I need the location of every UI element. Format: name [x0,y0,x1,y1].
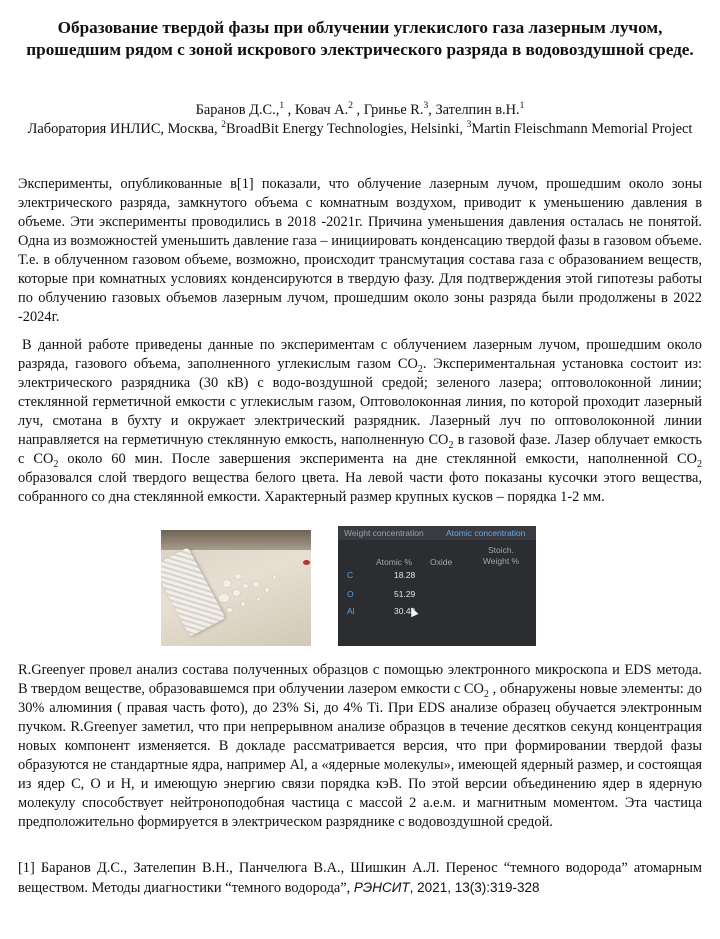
column-atomic-percent: Atomic % [376,557,412,567]
sample-photo [161,530,311,646]
tab-atomic-concentration: Atomic concentration [446,528,526,538]
reference-1-details: , 2021, 13(3):319-328 [409,880,540,895]
affiliation-2-marker: 2 [221,120,226,131]
co2-subscript: 2 [417,363,423,375]
sample-piece [233,590,240,596]
paragraph-intro: Эксперименты, опубликованные в[1] показали, что облучение лазерным лучом, прошедшим около зоны электрического разряда, замкнутого объема с комнатным воздухом, приводит к уменьшению давления в объеме. Эти эксперименты проводились в 2018 -2021г. Причина уменьшения давления осталась не понятой. Одна из возможностей уменьшить давление газа – инициировать конденсацию твердой фазы в газовом объеме. Т.е. в облученном газовом объеме, возможно, происходит трансмутация состава газа с образованием веществ, которые при комнатных условиях конденсируются в твердую фазу. Для подтверждения этой гипотезы работы по облучению газовых объемов лазерным лучом, прошедшим около зоны разряда были продолжены в 2022 -2024г. [18,176,702,325]
paragraph-setup-text-2: . Экспериментальная установка состоит из: электрического разрядника (30 кВ) с водо-воздушной средой; зеленого лазера; оптоволоконной линии; стеклянной герметичной емкости с углекислым газом, Оптоволоконная линия, по которой проходит лазерный луч, смотана в бухту и окружает электрический разрядник. Лазерный луч по оптоволоконной линии направляется на герметичную стеклянную емкость, наполненную CO [18,356,702,448]
paragraph-setup-text-5: образовался слой твердого вещества белого цвета. На левой части фото показаны кусочки этого вещества, собранного со дна стеклянной емкости. Характерный размер крупных кусков – порядка 1-2 мм. [18,470,702,505]
co2-subscript: 2 [697,458,703,470]
author-2-affiliation: 2 [348,101,353,112]
paragraph-analysis [18,661,702,832]
element-label: C [347,570,354,580]
paragraph-analysis-text-1: R.Greenyer провел анализ состава полученных образцов с помощью электронного микроскопа и EDS метода. В твердом веществе, образовавшемся при облучении лазером емкости с CO [18,662,702,697]
reference-1 [18,859,702,898]
author-line [20,101,700,120]
atomic-percent-value: 51.29 [394,589,416,599]
eds-analysis-panel [338,526,536,646]
sample-piece [241,602,245,606]
co2-subscript: 2 [448,439,454,451]
affiliation-3-marker: 3 [466,120,472,131]
co2-subscript: 2 [53,458,59,470]
photo-shadow-edge [161,530,311,550]
reference-1-text: [1] Баранов Д.С., Зателепин В.Н., Панчелюга В.А., Шишкин А.Л. Перенос “темного водорода” атомарным веществом. Методы диагностики “темного водорода”, [18,860,702,896]
paper-title: Образование твердой фазы при облучении углекислого газа лазерным лучом, прошедшим рядом с зоной искрового электрического разряда в водовоздушной среде. [26,18,694,59]
sample-piece [219,594,229,602]
column-stoich-weight [476,545,526,567]
atomic-percent-value: 18.28 [394,570,416,580]
author-4: , Зателпин в.Н. [428,102,520,118]
sample-piece [273,576,276,579]
sample-piece [253,582,259,587]
paragraph-analysis-text-2: , обнаружены новые элементы: до 30% алюминия ( правая часть фото), до 23% Si, до 4% Ti. При EDS анализе образец обучается электронным пучком. R.Greenyer заметил, что при непрерывном анализе образцов в течение десятков секунд концентрация новых компонент изменяется. В докладе рассматривается версия, что при формировании твердой фазы образуются не стандартные ядра, например Al, а «ядерные молекулы», имеющей ядерный размер, и состоящая из ядер C, O и H, и имеющую энергию связи порядка кэВ. По этой версии объединению ядер в ядерную молекулу способствует нейтроноподобная частица с массой 2 а.е.м. и магнитным моментом. Эта частица предположительно формируется в электрическом разряднике с водовоздушной средой. [18,681,702,830]
authors-block [20,101,700,139]
atomic-percent-value: 30.43 [394,606,416,616]
eds-tabs [338,526,536,540]
affiliation-1: Лаборатория ИНЛИС, Москва, [27,121,222,137]
affiliations-line [20,120,700,139]
element-label: Al [347,606,355,616]
sample-piece [243,584,248,588]
column-oxide: Oxide [430,557,453,567]
column-stoich-line-2: Weight % [482,556,520,566]
paragraph-setup [18,336,702,507]
author-2: , Ковач А. [284,102,349,118]
sample-piece [257,598,260,601]
column-stoich-line-1: Stoich. [488,545,514,555]
author-4-affiliation: 1 [519,101,525,112]
author-3: , Гринье R. [352,102,424,118]
element-label: O [347,589,354,599]
affiliation-3: Martin Fleischmann Memorial Project [471,121,693,137]
photo-red-mark [303,560,310,565]
tab-weight-concentration: Weight concentration [344,528,424,538]
author-3-affiliation: 3 [423,101,429,112]
sample-piece [265,588,269,592]
reference-1-journal: РЭНСИТ [353,880,410,895]
paragraph-setup-text-1: В данной работе приведены данные по экспериментам с облучением лазерным лучом, прошедшим около разряда, газового объема, заполненного углекислым газом CO [18,337,702,372]
affiliation-2: BroadBit Energy Technologies, Helsinki, [225,121,467,137]
paragraph-setup-text-4: около 60 мин. После завершения эксперимента на дне стеклянной емкости, наполненной CO [58,451,698,467]
sample-piece [235,574,241,579]
co2-subscript: 2 [483,688,489,700]
sample-piece [227,608,232,612]
author-1-affiliation: 1 [279,101,285,112]
paragraph-setup-text-3: в газовой фазе. Лазер облучает емкость с CO [18,432,702,467]
sample-piece [223,580,231,587]
author-1: Баранов Д.С., [195,102,280,118]
photo-cloth [161,547,225,636]
